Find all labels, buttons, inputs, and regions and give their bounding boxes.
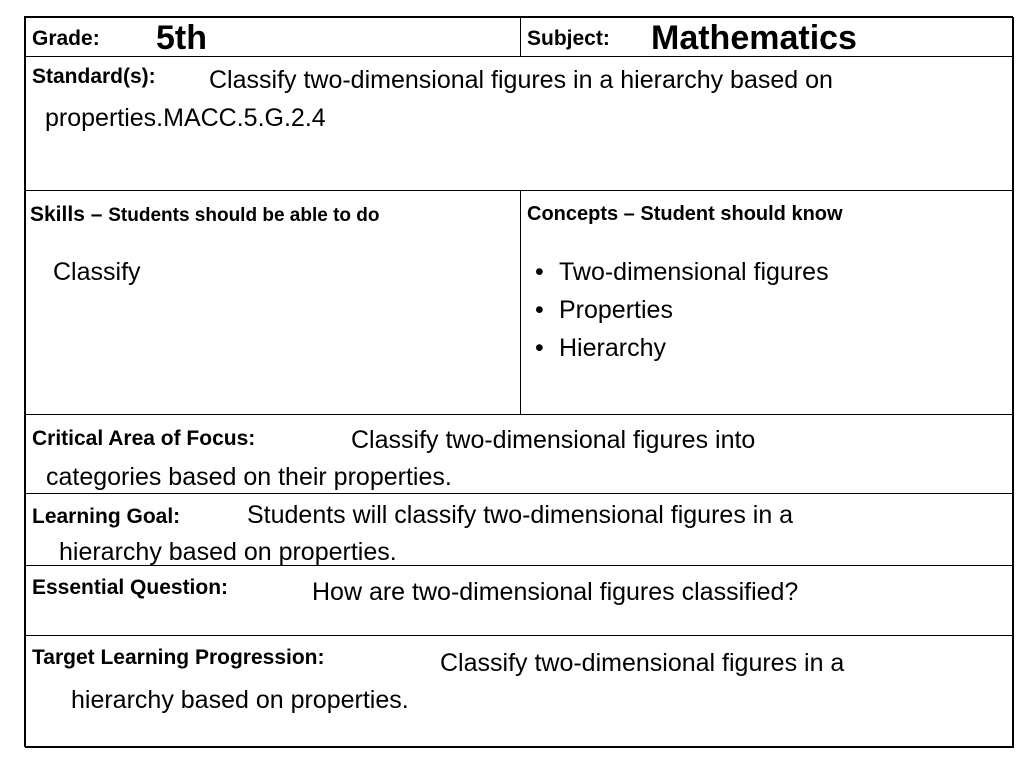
list-item: • Two-dimensional figures bbox=[531, 253, 829, 291]
grade-cell bbox=[25, 17, 521, 57]
critical-area-line2: categories based on their properties. bbox=[46, 463, 452, 491]
concepts-label: Concepts – Student should know bbox=[527, 203, 843, 225]
learning-goal-label: Learning Goal: bbox=[32, 505, 181, 528]
essential-question-label: Essential Question: bbox=[32, 576, 229, 599]
learning-goal-line2: hierarchy based on properties. bbox=[59, 538, 397, 566]
standards-line1: Classify two-dimensional figures in a hierarchy based on bbox=[209, 66, 833, 94]
skills-label-main: Skills – bbox=[30, 203, 103, 226]
skills-label-sub: Students should be able to do bbox=[108, 205, 380, 226]
standards-label: Standard(s): bbox=[32, 65, 156, 88]
concepts-list bbox=[531, 253, 829, 367]
essential-question-cell bbox=[25, 565, 1014, 636]
concepts-cell bbox=[520, 190, 1014, 415]
skills-label bbox=[30, 203, 380, 227]
critical-area-label: Critical Area of Focus: bbox=[32, 427, 256, 450]
critical-area-line1: Classify two-dimensional figures into bbox=[351, 426, 756, 454]
standards-line2: properties.MACC.5.G.2.4 bbox=[45, 104, 326, 132]
target-progression-line2: hierarchy based on properties. bbox=[71, 686, 409, 714]
target-progression-label: Target Learning Progression: bbox=[32, 646, 325, 669]
target-progression-cell bbox=[25, 635, 1014, 748]
essential-question-text: How are two-dimensional figures classified? bbox=[312, 578, 799, 606]
learning-goal-cell bbox=[25, 493, 1014, 566]
subject-label: Subject: bbox=[527, 27, 610, 50]
skills-cell bbox=[25, 190, 521, 415]
target-progression-line1: Classify two-dimensional figures in a bbox=[440, 649, 845, 677]
subject-value: Mathematics bbox=[651, 19, 857, 57]
lesson-plan-table bbox=[24, 16, 1013, 747]
subject-cell bbox=[520, 17, 1014, 57]
grade-value: 5th bbox=[156, 19, 207, 57]
standards-cell bbox=[25, 56, 1014, 191]
list-item: • Hierarchy bbox=[531, 329, 829, 367]
list-item: • Properties bbox=[531, 291, 829, 329]
critical-area-cell bbox=[25, 414, 1014, 494]
learning-goal-line1: Students will classify two-dimensional figures in a bbox=[247, 501, 794, 529]
skills-content: Classify bbox=[53, 258, 141, 286]
grade-label: Grade: bbox=[32, 27, 100, 50]
